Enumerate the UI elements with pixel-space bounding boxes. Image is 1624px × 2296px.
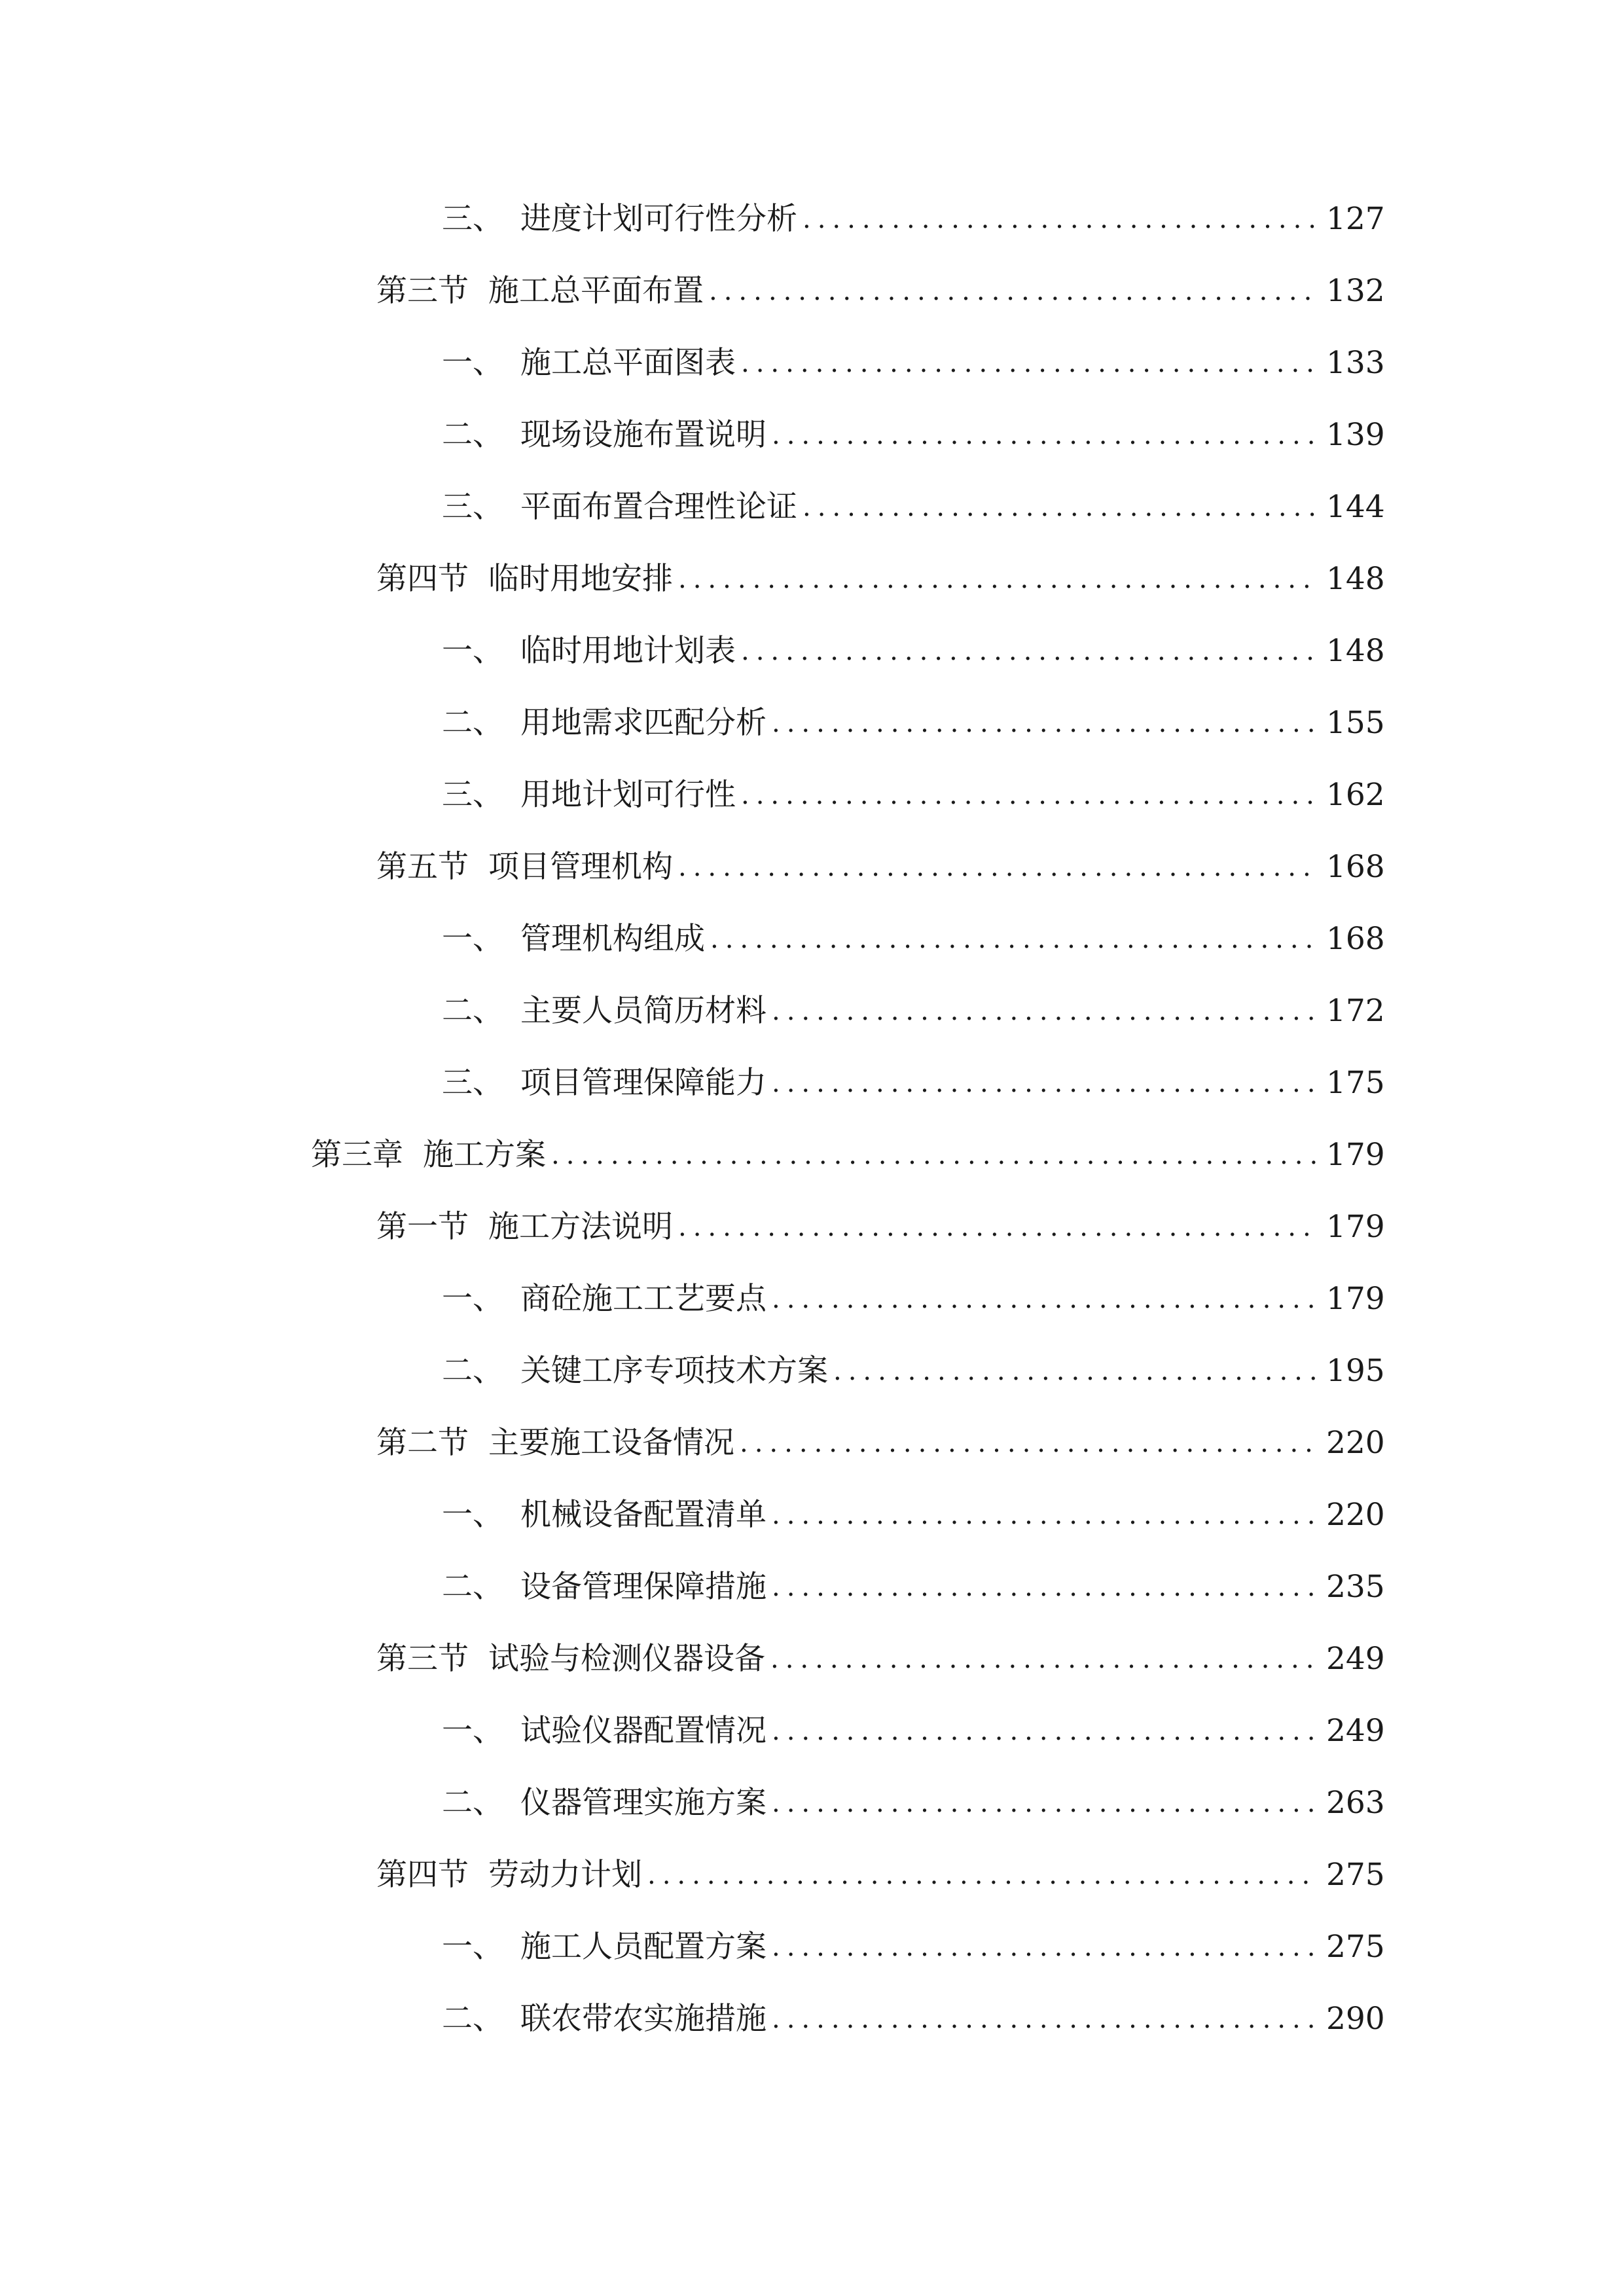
toc-entry-page-number: 263 [1326,1785,1385,1821]
toc-entry-number: 第五节 [376,849,469,885]
toc-entry-number: 一、 [442,1497,503,1533]
toc-entry-number: 一、 [442,1713,503,1749]
toc-entry-title: 施工总平面布置 [488,273,704,309]
toc-entry-title: 施工总平面图表 [520,345,736,381]
dot-leader [772,1780,1318,1826]
toc-entry-title: 施工方案 [423,1137,546,1173]
dot-leader [772,1564,1318,1610]
toc-entry-page-number: 144 [1326,489,1385,525]
toc-entry-number: 三、 [442,489,503,525]
toc-entry-number: 一、 [442,345,503,381]
toc-entry-page-number: 132 [1326,273,1385,309]
toc-entry-number: 第三节 [376,1641,469,1677]
dot-leader [803,196,1318,242]
toc-entry-title: 现场设施布置说明 [520,417,767,453]
toc-entry-number: 第三章 [311,1137,403,1173]
toc-entry[interactable] [376,1636,1385,1682]
toc-entry[interactable] [442,1708,1385,1754]
dot-leader [772,1492,1318,1538]
dot-leader [678,556,1318,602]
toc-entry-page-number: 162 [1326,777,1385,813]
toc-entry-title: 联农带农实施措施 [520,2001,767,2037]
dot-leader [772,1996,1318,2042]
toc-entry-title: 商砼施工工艺要点 [520,1281,767,1317]
toc-entry-number: 二、 [442,2001,503,2037]
dot-leader [772,1924,1318,1970]
toc-entry-page-number: 179 [1326,1209,1385,1245]
toc-entry-page-number: 195 [1326,1353,1385,1389]
toc-entry-number: 三、 [442,201,503,237]
toc-entry-title: 平面布置合理性论证 [520,489,797,525]
toc-entry[interactable] [376,1204,1385,1250]
toc-entry-page-number: 133 [1326,345,1385,381]
toc-entry-number: 二、 [442,1353,503,1389]
toc-entry-page-number: 235 [1326,1569,1385,1605]
toc-entry-title: 用地需求匹配分析 [520,705,767,741]
toc-entry[interactable] [376,268,1385,314]
toc-entry[interactable] [442,988,1385,1034]
toc-entry-number: 一、 [442,1281,503,1317]
toc-entry-page-number: 155 [1326,705,1385,741]
toc-entry[interactable] [442,1348,1385,1394]
toc-entry-title: 关键工序专项技术方案 [520,1353,828,1389]
toc-entry[interactable] [442,700,1385,746]
toc-entry-page-number: 168 [1326,921,1385,957]
toc-entry[interactable] [442,916,1385,962]
toc-entry[interactable] [442,1564,1385,1610]
toc-entry-title: 仪器管理实施方案 [520,1785,767,1821]
toc-entry[interactable] [442,484,1385,530]
toc-entry-number: 第二节 [376,1425,469,1461]
toc-entry-title: 用地计划可行性 [520,777,736,813]
toc-entry[interactable] [442,772,1385,818]
toc-entry[interactable] [442,1276,1385,1322]
toc-entry-title: 临时用地安排 [488,561,673,597]
dot-leader [741,340,1318,386]
toc-entry-title: 主要施工设备情况 [488,1425,734,1461]
dot-leader [772,1708,1318,1754]
toc-entry-page-number: 220 [1326,1425,1385,1461]
toc-entry-page-number: 275 [1326,1857,1385,1893]
toc-entry-title: 试验仪器配置情况 [520,1713,767,1749]
dot-leader [833,1348,1318,1394]
toc-entry-number: 第三节 [376,273,469,309]
toc-entry-page-number: 249 [1326,1641,1385,1677]
toc-entry-page-number: 127 [1326,201,1385,237]
toc-entry[interactable] [442,412,1385,458]
toc-entry[interactable] [376,1852,1385,1898]
toc-entry-number: 第四节 [376,561,469,597]
toc-entry-page-number: 290 [1326,2001,1385,2037]
toc-entry-page-number: 148 [1326,633,1385,669]
toc-entry-title: 进度计划可行性分析 [520,201,797,237]
toc-entry[interactable] [442,1996,1385,2042]
toc-entry-number: 一、 [442,633,503,669]
toc-entry-page-number: 275 [1326,1929,1385,1965]
dot-leader [551,1132,1318,1178]
toc-entry-title: 施工方法说明 [488,1209,673,1245]
toc-entry-number: 一、 [442,1929,503,1965]
toc-entry-number: 三、 [442,1065,503,1101]
toc-entry-title: 机械设备配置清单 [520,1497,767,1533]
toc-entry-number: 第一节 [376,1209,469,1245]
toc-entry-page-number: 168 [1326,849,1385,885]
dot-leader [772,700,1318,746]
dot-leader [647,1852,1318,1898]
toc-entry-page-number: 148 [1326,561,1385,597]
toc-entry-page-number: 175 [1326,1065,1385,1101]
toc-entry-title: 临时用地计划表 [520,633,736,669]
toc-entry-title: 设备管理保障措施 [520,1569,767,1605]
dot-leader [772,1060,1318,1106]
toc-entry-number: 三、 [442,777,503,813]
toc-entry[interactable] [442,1060,1385,1106]
dot-leader [772,1276,1318,1322]
dot-leader [709,268,1318,314]
toc-entry-page-number: 249 [1326,1713,1385,1749]
toc-entry-page-number: 179 [1326,1137,1385,1173]
toc-entry[interactable] [442,1924,1385,1970]
toc-entry-title: 试验与检测仪器设备 [488,1641,765,1677]
dot-leader [741,628,1318,674]
dot-leader [772,988,1318,1034]
toc-entry[interactable] [442,196,1385,242]
toc-entry-page-number: 172 [1326,993,1385,1029]
toc-entry[interactable] [376,844,1385,890]
toc-entry-title: 施工人员配置方案 [520,1929,767,1965]
dot-leader [770,1636,1318,1682]
toc-entry-number: 二、 [442,993,503,1029]
toc-entry[interactable] [442,1780,1385,1826]
dot-leader [803,484,1318,530]
toc-entry-number: 一、 [442,921,503,957]
toc-entry-title: 项目管理机构 [488,849,673,885]
toc-entry[interactable] [442,340,1385,386]
dot-leader [740,1420,1318,1466]
toc-entry[interactable] [442,628,1385,674]
toc-entry-number: 第四节 [376,1857,469,1893]
toc-entry-page-number: 179 [1326,1281,1385,1317]
dot-leader [741,772,1318,818]
toc-entry-page-number: 220 [1326,1497,1385,1533]
toc-entry[interactable] [442,1492,1385,1538]
dot-leader [710,916,1318,962]
toc-entry-number: 二、 [442,1785,503,1821]
toc-entry-title: 管理机构组成 [520,921,705,957]
dot-leader [772,412,1318,458]
toc-entry-number: 二、 [442,705,503,741]
toc-entry-title: 劳动力计划 [488,1857,642,1893]
dot-leader [678,1204,1318,1250]
toc-entry-number: 二、 [442,417,503,453]
toc-entry-title: 项目管理保障能力 [520,1065,767,1101]
dot-leader [678,844,1318,890]
toc-entry[interactable] [311,1132,1385,1178]
toc-entry-number: 二、 [442,1569,503,1605]
toc-entry[interactable] [376,556,1385,602]
toc-entry-page-number: 139 [1326,417,1385,453]
toc-entry[interactable] [376,1420,1385,1466]
toc-entry-title: 主要人员简历材料 [520,993,767,1029]
